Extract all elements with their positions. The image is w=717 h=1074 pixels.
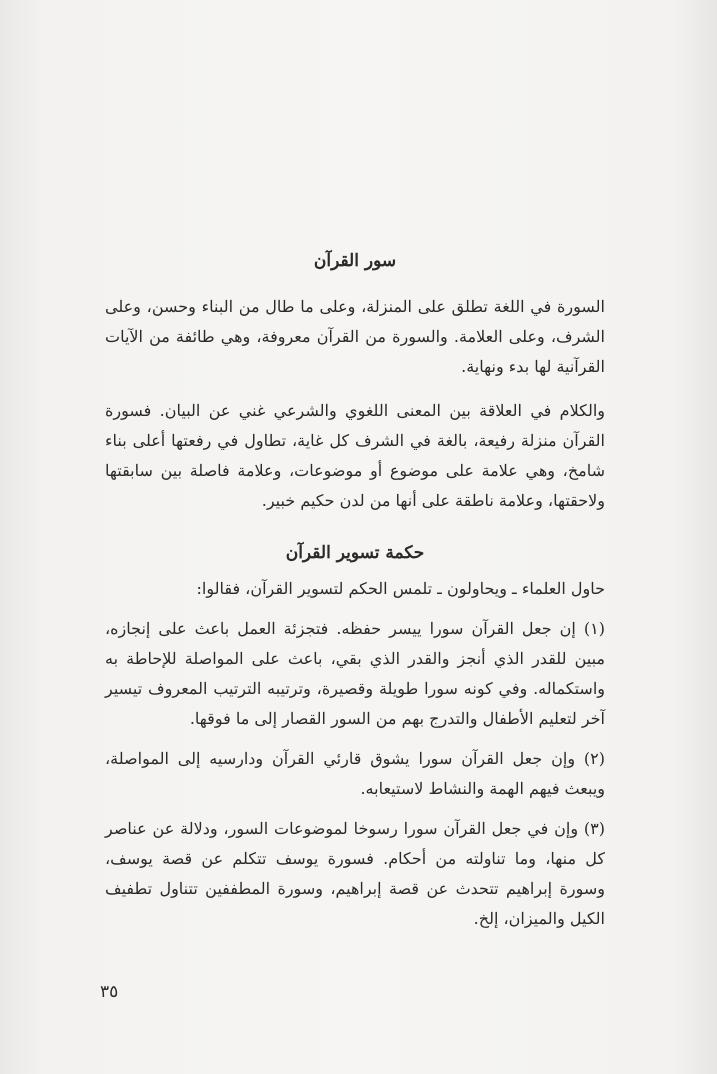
- section-heading-wisdom: حكمة تسوير القرآن: [285, 543, 425, 563]
- list-item-3: (٣) وإن في جعل القرآن سورا رسوخا لموضوعات السور، ودلالة عن عناصر كل منها، وما تناولته من أحكام. فسورة يوسف تتكلم عن قصة يوسف، وسورة إبراهيم تتحدث عن قصة إبراهيم، وسورة المطففين تتناول تطفيف الكيل والميزان، إلخ.: [105, 819, 606, 928]
- list-item-2: (٢) وإن جعل القرآن سورا يشوق قارئي القرآن ودارسيه إلى المواصلة، ويبعث فيهم الهمة والنشاط لاستيعابه.: [105, 749, 605, 798]
- list-item-1: (١) إن جعل القرآن سورا ييسر حفظه. فتجزئة العمل باعث على إنجازه، مبين للقدر الذي أنجز والقدر الذي بقي، باعث على المواصلة للإحاطة به واستكماله. وفي كونه سورا طويلة وقصيرة، وترتيبه الترتيب المعروف تيسير آخر لتعليم الأطفال والتدرج بهم من السور القصار إلى ما فوقها.: [105, 619, 605, 728]
- paragraph-relation: والكلام في العلاقة بين المعنى اللغوي والشرعي غني عن البيان. فسورة القرآن منزلة رفيعة، بالغة في الشرف كل غاية، تطاول في رفعتها أعلى بناء شامخ، وهي علامة على موضوع أو موضوعات، وعلامة فاصلة بين سابقتها ولاحقتها، وعلامة ناطقة على أنها من لدن حكيم خبير.: [105, 401, 605, 510]
- page-number: ٣٥: [100, 982, 119, 1002]
- paragraph-intro: حاول العلماء ـ ويحاولون ـ تلمس الحكم لتسوير القرآن، فقالوا:: [196, 579, 605, 598]
- paragraph-definition: السورة في اللغة تطلق على المنزلة، وعلى ما طال من البناء وحسن، وعلى الشرف، وعلى العلامة. والسورة من القرآن معروفة، وهي طائفة من الآيات القرآنية لها بدء ونهاية.: [105, 297, 605, 376]
- page-content: [105, 246, 605, 944]
- section-heading-surahs: سور القرآن: [313, 251, 397, 271]
